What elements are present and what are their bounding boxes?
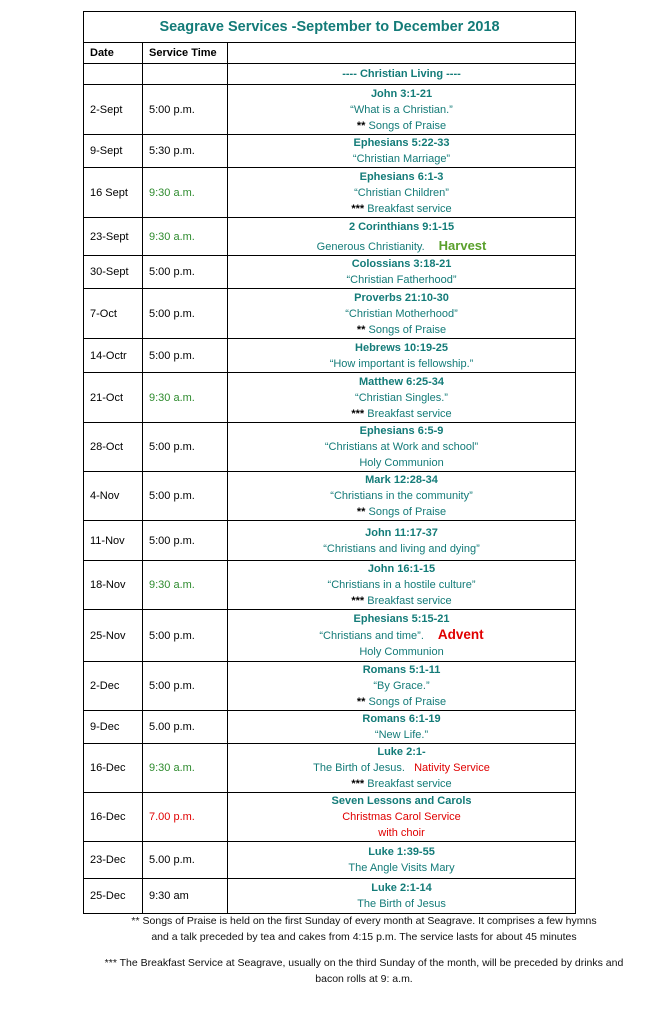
service-note: Songs of Praise [368, 119, 447, 132]
service-note: Breakfast service [367, 202, 452, 215]
row-time: 9:30 a.m. [143, 744, 228, 793]
service-note: Songs of Praise [368, 323, 447, 336]
table-row [84, 373, 576, 423]
row-time: 5:00 p.m. [143, 339, 228, 373]
scripture-ref: Luke 1:39-55 [368, 846, 435, 858]
row-time: 9:30 a.m. [143, 373, 228, 423]
scripture-ref: Ephesians 6:5-9 [359, 425, 444, 437]
table-row [84, 662, 576, 711]
row-date: 16-Dec [84, 793, 143, 842]
table-row [84, 842, 576, 879]
row-date: 25-Dec [84, 879, 143, 914]
sermon-title: The Birth of Jesus. [313, 762, 405, 774]
row-time: 7.00 p.m. [143, 793, 228, 842]
sermon-title: Generous Christianity. [316, 240, 425, 253]
row-service [228, 168, 576, 218]
row-service [228, 610, 576, 662]
scripture-ref: Seven Lessons and Carols [331, 795, 472, 807]
scripture-ref: John 3:1-21 [370, 87, 433, 100]
service-note: Holy Communion [359, 457, 444, 469]
service-note: with choir [378, 827, 425, 839]
scripture-ref: Hebrews 10:19-25 [355, 341, 448, 354]
row-time: 5:00 p.m. [143, 662, 228, 711]
row-date: 16 Sept [84, 168, 143, 218]
service-note: Breakfast service [367, 407, 452, 420]
songs-marker: ** [356, 323, 366, 336]
table-row [84, 135, 576, 168]
row-service [228, 218, 576, 256]
row-service [228, 744, 576, 793]
scripture-ref: Colossians 3:18-21 [351, 258, 452, 270]
table-row [84, 879, 576, 914]
service-note: Holy Communion [359, 646, 444, 658]
table-row [84, 168, 576, 218]
row-date: 9-Sept [84, 135, 143, 168]
songs-marker: ** [356, 506, 366, 518]
row-service [228, 842, 576, 879]
table-row [84, 521, 576, 561]
sermon-title: “Christians in a hostile culture” [327, 579, 476, 591]
harvest-tag: Harvest [438, 237, 487, 253]
sermon-title: “Christians in the community” [330, 490, 473, 502]
row-service [228, 373, 576, 423]
row-time: 5:00 p.m. [143, 289, 228, 339]
row-time: 9:30 a.m. [143, 561, 228, 610]
row-time: 5:00 p.m. [143, 610, 228, 662]
scripture-ref: Luke 2:1- [377, 746, 426, 758]
row-service [228, 85, 576, 135]
table-title: Seagrave Services -September to December 2018 [84, 12, 576, 43]
songs-footnote-line: ** Songs of Praise is held on the first Sunday of every month at Seagrave. It comprises a few hymns [131, 915, 597, 927]
scripture-ref: Proverbs 21:10-30 [354, 291, 449, 304]
table-row [84, 561, 576, 610]
table-row [84, 339, 576, 373]
row-time: 5:00 p.m. [143, 256, 228, 289]
service-note: Breakfast service [367, 595, 452, 607]
table-row [84, 610, 576, 662]
service-header [228, 43, 576, 64]
sermon-title: “Christians at Work and school” [324, 441, 479, 453]
row-service [228, 135, 576, 168]
sermon-title: “What is a Christian.” [350, 103, 453, 116]
theme-empty-date [84, 64, 143, 85]
sermon-title: “By Grace.” [373, 680, 430, 692]
row-service [228, 879, 576, 914]
schedule-sheet [83, 11, 575, 914]
row-time: 5:00 p.m. [143, 85, 228, 135]
row-time: 9:30 am [143, 879, 228, 914]
songs-marker: ** [356, 119, 366, 132]
service-note: Breakfast service [367, 778, 452, 790]
date-header: Date [84, 43, 143, 64]
row-date: 18-Nov [84, 561, 143, 610]
row-service [228, 711, 576, 744]
sermon-title: “New Life.” [374, 729, 429, 741]
breakfast-marker: *** [351, 407, 365, 420]
table-row [84, 472, 576, 521]
breakfast-footnote [84, 955, 644, 987]
service-note: Songs of Praise [368, 696, 447, 708]
time-header: Service Time [143, 43, 228, 64]
row-date: 23-Sept [84, 218, 143, 256]
scripture-ref: Romans 6:1-19 [362, 713, 441, 725]
row-time: 5:00 p.m. [143, 423, 228, 472]
table-row [84, 711, 576, 744]
row-service [228, 521, 576, 561]
row-date: 2-Sept [84, 85, 143, 135]
scripture-ref: Ephesians 5:15-21 [353, 613, 450, 625]
row-date: 28-Oct [84, 423, 143, 472]
row-date: 21-Oct [84, 373, 143, 423]
sermon-title: Christmas Carol Service [342, 811, 461, 823]
songs-footnote-line: and a talk preceded by tea and cakes from 4:15 p.m. The service lasts for about 45 minutes [151, 931, 577, 943]
sermon-title: “Christian Fatherhood” [346, 274, 457, 286]
songs-footnote [84, 913, 644, 945]
row-date: 23-Dec [84, 842, 143, 879]
sermon-title: “Christian Children” [354, 186, 449, 199]
row-date: 30-Sept [84, 256, 143, 289]
scripture-ref: Luke 2:1-14 [371, 882, 432, 894]
row-service [228, 561, 576, 610]
table-row [84, 793, 576, 842]
sermon-title: The Birth of Jesus [357, 898, 446, 910]
row-service [228, 662, 576, 711]
row-time: 5:00 p.m. [143, 521, 228, 561]
table-row [84, 744, 576, 793]
row-date: 2-Dec [84, 662, 143, 711]
row-date: 14-Octr [84, 339, 143, 373]
row-date: 7-Oct [84, 289, 143, 339]
theme-empty-time [143, 64, 228, 85]
sermon-title: “Christians and living and dying” [323, 542, 480, 555]
row-time: 5.00 p.m. [143, 842, 228, 879]
sermon-title: “Christian Marriage” [352, 153, 451, 165]
row-service [228, 256, 576, 289]
nativity-tag: Nativity Service [414, 762, 490, 774]
scripture-ref: Matthew 6:25-34 [359, 375, 444, 388]
row-time: 5:00 p.m. [143, 472, 228, 521]
service-note: Songs of Praise [368, 506, 447, 518]
sermon-title: “Christians and time”. [319, 630, 424, 642]
table-row [84, 423, 576, 472]
row-service [228, 339, 576, 373]
sermon-title: The Angle Visits Mary [348, 862, 455, 874]
table-row [84, 256, 576, 289]
sermon-title: “Christian Motherhood” [345, 307, 458, 320]
table-row [84, 289, 576, 339]
breakfast-footnote-line: bacon rolls at 9: a.m. [315, 973, 413, 985]
row-service [228, 423, 576, 472]
breakfast-footnote-line: *** The Breakfast Service at Seagrave, usually on the third Sunday of the month, will be preceded by drinks and [104, 957, 624, 969]
row-date: 9-Dec [84, 711, 143, 744]
scripture-ref: 2 Corinthians 9:1-15 [348, 220, 455, 233]
row-service [228, 289, 576, 339]
row-time: 9:30 a.m. [143, 218, 228, 256]
scripture-ref: Ephesians 5:22-33 [353, 137, 450, 149]
sermon-title: “Christian Singles.” [355, 391, 448, 404]
row-date: 4-Nov [84, 472, 143, 521]
scripture-ref: John 11:17-37 [365, 526, 438, 539]
scripture-ref: Ephesians 6:1-3 [359, 170, 444, 183]
row-date: 16-Dec [84, 744, 143, 793]
row-service [228, 793, 576, 842]
sermon-title: “How important is fellowship.” [329, 357, 474, 370]
row-date: 11-Nov [84, 521, 143, 561]
table-row [84, 218, 576, 256]
row-time: 5:30 p.m. [143, 135, 228, 168]
row-time: 5.00 p.m. [143, 711, 228, 744]
scripture-ref: John 16:1-15 [367, 563, 436, 575]
songs-marker: ** [356, 696, 366, 708]
breakfast-marker: *** [351, 778, 365, 790]
scripture-ref: Mark 12:28-34 [365, 474, 438, 486]
breakfast-marker: *** [351, 202, 365, 215]
theme-label: ---- Christian Living ---- [228, 64, 576, 85]
row-time: 9:30 a.m. [143, 168, 228, 218]
services-table [83, 11, 576, 914]
row-service [228, 472, 576, 521]
breakfast-marker: *** [351, 595, 365, 607]
scripture-ref: Romans 5:1-11 [362, 664, 441, 676]
table-row [84, 85, 576, 135]
row-date: 25-Nov [84, 610, 143, 662]
advent-tag: Advent [437, 627, 484, 642]
